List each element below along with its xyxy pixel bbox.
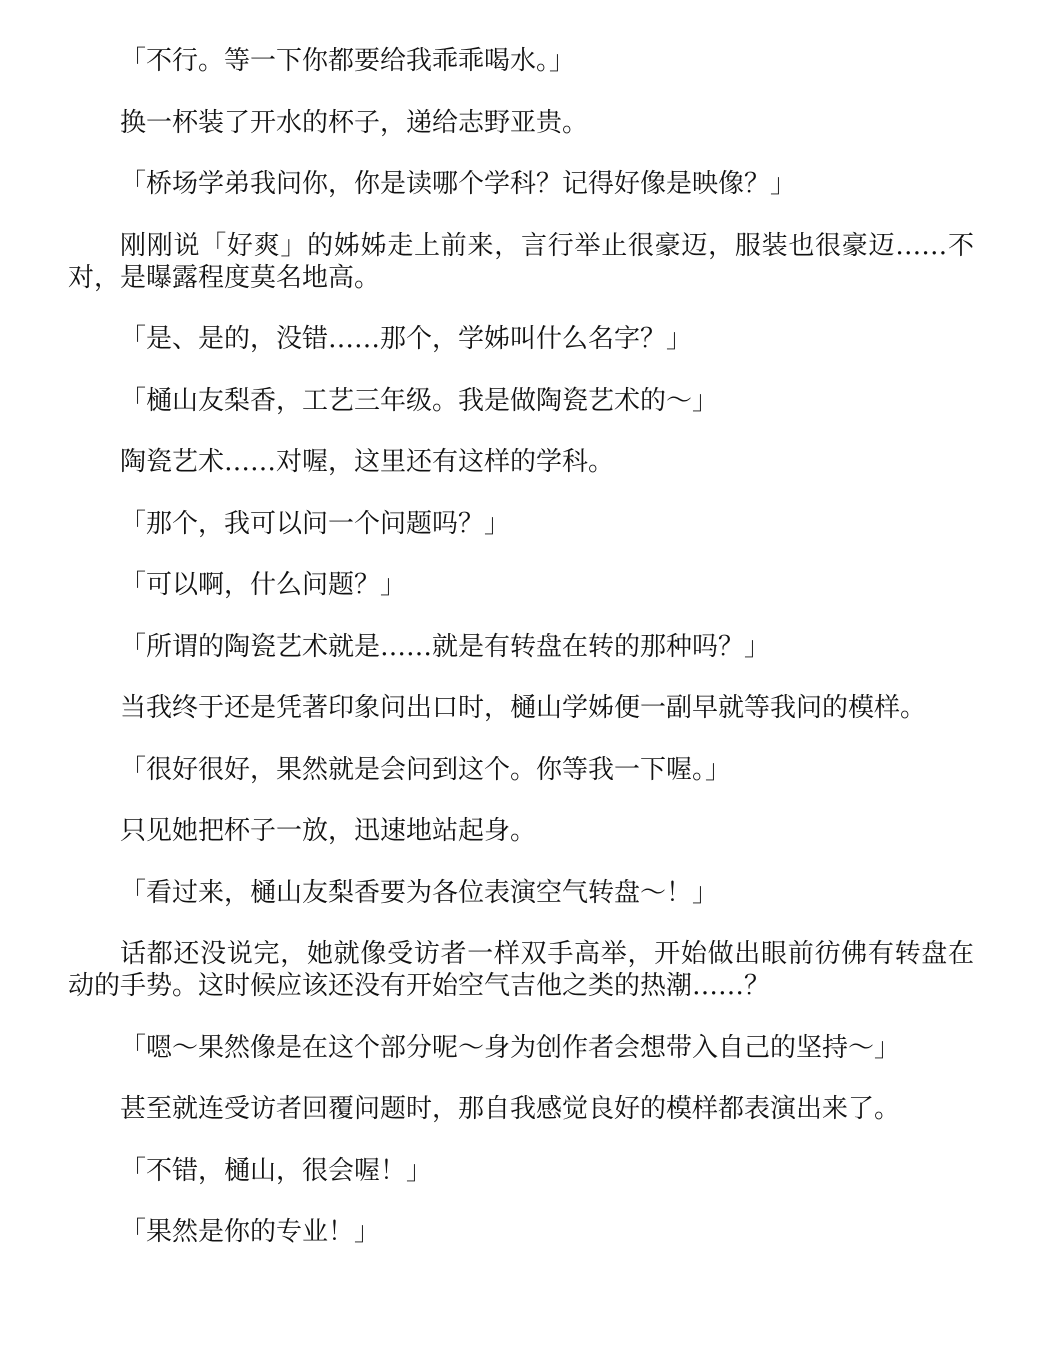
paragraph: 刚刚说「好爽」的姊姊走上前来，言行举止很豪迈，服装也很豪迈……不对，是曝露程度莫名地高。	[68, 230, 974, 293]
paragraph: 话都还没说完，她就像受访者一样双手高举，开始做出眼前彷佛有转盘在动的手势。这时候应该还没有开始空气吉他之类的热潮……？	[68, 939, 974, 1001]
paragraph: 甚至就连受访者回覆问题时，那自我感觉良好的模样都表演出来了。	[120, 1094, 901, 1124]
paragraph: 「不错，樋山，很会喔！」	[120, 1155, 433, 1186]
paragraph: 「可以啊，什么问题？」	[120, 570, 407, 600]
paragraph: 「嗯～果然像是在这个部分呢～身为创作者会想带入自己的坚持～」	[120, 1032, 901, 1063]
paragraph: 「不行。等一下你都要给我乖乖喝水。」	[120, 46, 576, 76]
paragraph: 「桥场学弟我问你，你是读哪个学科？记得好像是映像？」	[120, 169, 797, 199]
paragraph: 「果然是你的专业！」	[120, 1217, 381, 1247]
paragraph: 当我终于还是凭著印象问出口时，樋山学姊便一副早就等我问的模样。	[120, 693, 927, 723]
paragraph: 只见她把杯子一放，迅速地站起身。	[120, 816, 537, 846]
paragraph: 「樋山友梨香，工艺三年级。我是做陶瓷艺术的～」	[120, 385, 719, 416]
paragraph: 换一杯装了开水的杯子，递给志野亚贵。	[120, 107, 589, 138]
paragraph: 「所谓的陶瓷艺术就是……就是有转盘在转的那种吗？」	[120, 631, 771, 662]
paragraph: 陶瓷艺术……对喔，这里还有这样的学科。	[120, 447, 615, 477]
paragraph: 「很好很好，果然就是会问到这个。你等我一下喔。」	[120, 754, 732, 785]
paragraph: 「是、是的，没错……那个，学姊叫什么名字？」	[120, 324, 693, 354]
document-page	[68, 45, 974, 1248]
paragraph: 「那个，我可以问一个问题吗？」	[120, 508, 511, 539]
paragraph: 「看过来，樋山友梨香要为各位表演空气转盘～！」	[120, 877, 719, 908]
